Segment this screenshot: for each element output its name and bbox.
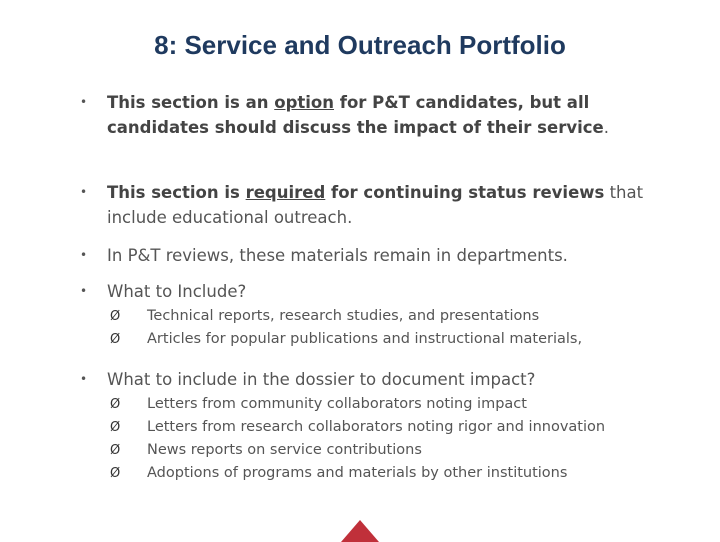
- bullet-text-tail: that include educational outreach.: [107, 183, 644, 227]
- arrow-bullet-icon: Ø: [110, 420, 121, 435]
- bullet-text: What to Include?: [107, 282, 247, 301]
- arrow-bullet-icon: Ø: [110, 309, 121, 324]
- sub-item-text: Letters from research collaborators noting rigor and innovation: [147, 419, 606, 435]
- triangle-accent-icon: [341, 520, 379, 542]
- emphasis-required: required: [245, 183, 326, 202]
- bullet-marker: •: [80, 248, 88, 262]
- sub-item-text: Letters from community collaborators noting impact: [147, 396, 527, 412]
- bullet-text-lead: This section is: [107, 183, 246, 202]
- bullet-marker: •: [80, 95, 88, 109]
- bullet-text-tail: .: [603, 118, 609, 137]
- sub-item-text: News reports on service contributions: [147, 442, 422, 458]
- bullet-marker: •: [80, 185, 88, 199]
- bullet-text-lead: This section is an: [107, 93, 275, 112]
- slide-title: 8: Service and Outreach Portfolio: [154, 30, 566, 60]
- emphasis-option: option: [274, 93, 335, 112]
- arrow-bullet-icon: Ø: [110, 332, 121, 347]
- bullet-text-body: for continuing status reviews: [325, 183, 605, 202]
- bullet-text-body: for P&T candidates, but all candidates should discuss the impact of their service: [107, 93, 604, 137]
- bullet-marker: •: [80, 284, 88, 298]
- sub-item-text: Adoptions of programs and materials by other institutions: [147, 465, 568, 481]
- arrow-bullet-icon: Ø: [110, 443, 121, 458]
- bullet-marker: •: [80, 372, 88, 386]
- arrow-bullet-icon: Ø: [110, 397, 121, 412]
- sub-item-text: Technical reports, research studies, and presentations: [147, 308, 540, 324]
- sub-item-text: Articles for popular publications and instructional materials,: [147, 331, 583, 347]
- bullet-text: In P&T reviews, these materials remain in departments.: [107, 246, 568, 265]
- bullet-text: What to include in the dossier to document impact?: [107, 370, 536, 389]
- arrow-bullet-icon: Ø: [110, 466, 121, 481]
